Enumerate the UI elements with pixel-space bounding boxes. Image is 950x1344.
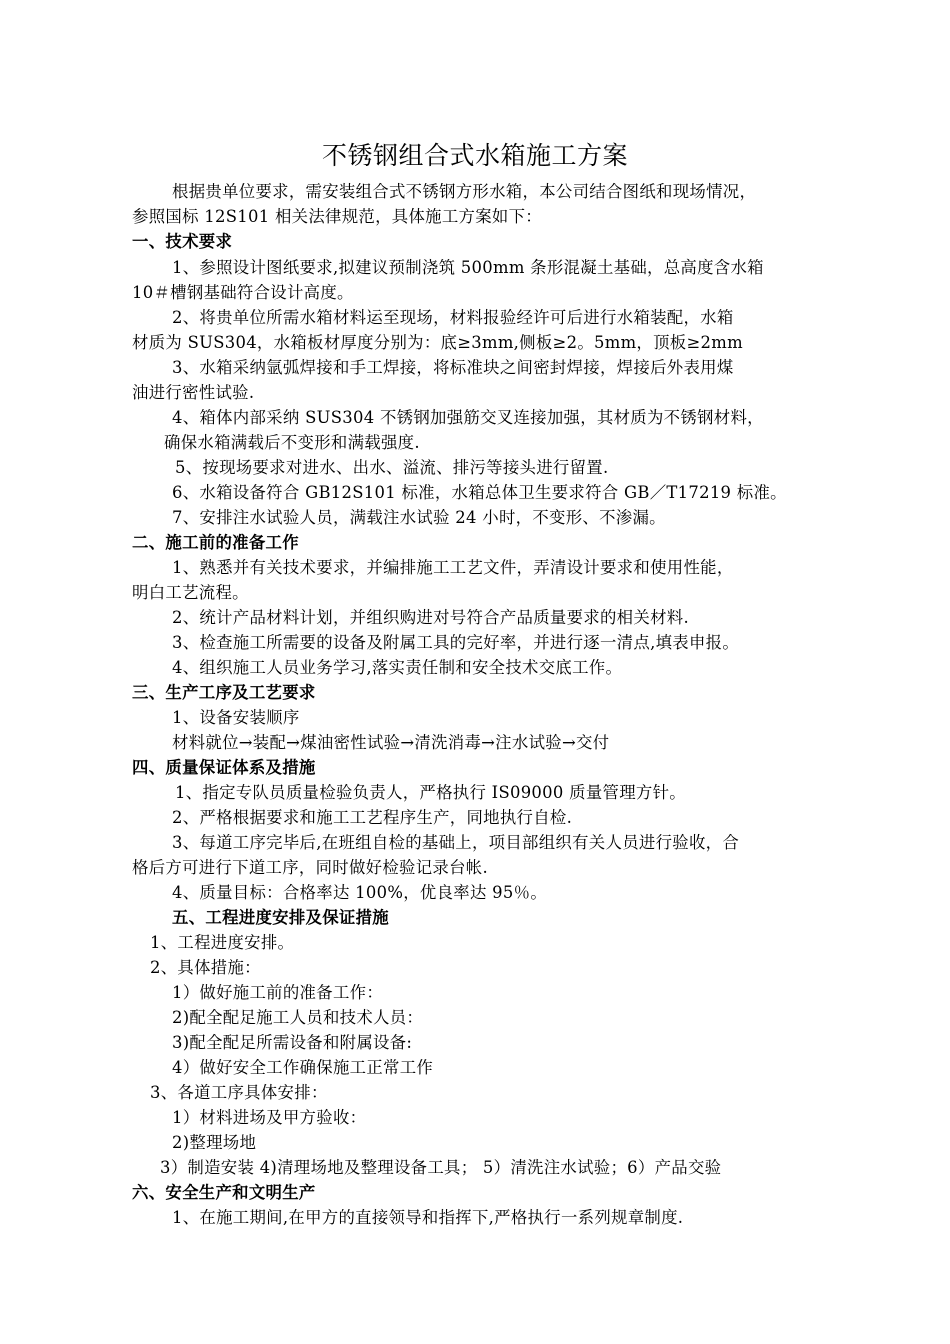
intro-line: 参照国标 12S101 相关法律规范，具体施工方案如下： [132,207,543,226]
paragraph-line: 7、安排注水试验人员，满载注水试验 24 小时，不变形、不渗漏。 [172,508,666,527]
section-heading: 一、技术要求 [132,232,233,251]
intro-line: 根据贵单位要求，需安装组合式不锈钢方形水箱，本公司结合图纸和现场情况， [172,182,757,201]
paragraph-line: 1）材料进场及甲方验收： [172,1108,367,1127]
paragraph-line: 4、箱体内部采纳 SUS304 不锈钢加强筋交叉连接加强，其材质为不锈钢材料， [172,408,764,427]
paragraph-line: 6、水箱设备符合 GB12S101 标准，水箱总体卫生要求符合 GB／T17219 标准。 [172,483,787,502]
paragraph-line: 3、水箱采纳氩弧焊接和手工焊接，将标准块之间密封焊接，焊接后外表用煤 [172,358,734,377]
paragraph-line: 1、设备安装顺序 [172,708,300,727]
paragraph-line: 3)配全配足所需设备和附属设备: [172,1033,413,1052]
paragraph-line: 3）制造安装 4)清理场地及整理设备工具； 5）清洗注水试验；6）产品交验 [160,1158,722,1177]
paragraph-line: 1、参照设计图纸要求,拟建议预制浇筑 500mm 条形混凝土基础，总高度含水箱 [172,258,764,277]
paragraph-line: 确保水箱满载后不变形和满载强度. [164,433,420,452]
paragraph-line: 2)整理场地 [172,1133,257,1152]
paragraph-line: 1）做好施工前的准备工作： [172,983,384,1002]
paragraph-line: 材质为 SUS304，水箱板材厚度分别为：底≥3mm,侧板≥2。5mm，顶板≥2mm [132,333,743,352]
section-heading: 四、质量保证体系及措施 [132,758,316,777]
paragraph-line: 1、在施工期间,在甲方的直接领导和指挥下,严格执行一系列规章制度. [172,1208,684,1227]
paragraph-line: 5、按现场要求对进水、出水、溢流、排污等接头进行留置. [175,458,609,477]
paragraph-line: 1、工程进度安排。 [150,933,295,952]
paragraph-line: 3、各道工序具体安排： [150,1083,328,1102]
paragraph-line: 2、统计产品材料计划，并组织购进对号符合产品质量要求的相关材料. [172,608,689,627]
paragraph-line: 2、具体措施： [150,958,261,977]
paragraph-line: 1、指定专队员质量检验负责人，严格执行 IS09000 质量管理方针。 [175,783,686,802]
paragraph-line: 明白工艺流程。 [132,583,249,602]
paragraph-line: 4）做好安全工作确保施工正常工作 [172,1058,434,1077]
section-heading: 二、施工前的准备工作 [132,533,299,552]
document-title: 不锈钢组合式水箱施工方案 [321,141,628,170]
section-heading: 三、生产工序及工艺要求 [132,683,316,702]
paragraph-line: 4、组织施工人员业务学习,落实责任制和安全技术交底工作。 [172,658,623,677]
paragraph-line: 2、将贵单位所需水箱材料运至现场，材料报验经许可后进行水箱装配，水箱 [172,308,734,327]
process-flow-line: 材料就位→装配→煤油密性试验→清洗消毒→注水试验→交付 [172,733,610,752]
paragraph-line: 2)配全配足施工人员和技术人员： [172,1008,424,1027]
paragraph-line: 3、检查施工所需要的设备及附属工具的完好率，并进行逐一清点,填表申报。 [172,633,740,652]
paragraph-line: 2、严格根据要求和施工工艺程序生产，同地执行自检. [172,808,573,827]
paragraph-line: 4、质量目标：合格率达 100%，优良率达 95％。 [172,883,548,902]
section-heading: 六、安全生产和文明生产 [132,1183,316,1202]
paragraph-line: 格后方可进行下道工序，同时做好检验记录台帐. [132,858,489,877]
paragraph-line: 油进行密性试验. [132,383,255,402]
paragraph-line: 1、熟悉并有关技术要求，并编排施工工艺文件，弄清设计要求和使用性能， [172,558,734,577]
paragraph-line: 3、每道工序完毕后,在班组自检的基础上，项目部组织有关人员进行验收，合 [172,833,740,852]
paragraph-line: 10＃槽钢基础符合设计高度。 [132,283,354,302]
section-heading: 五、工程进度安排及保证措施 [172,908,389,927]
